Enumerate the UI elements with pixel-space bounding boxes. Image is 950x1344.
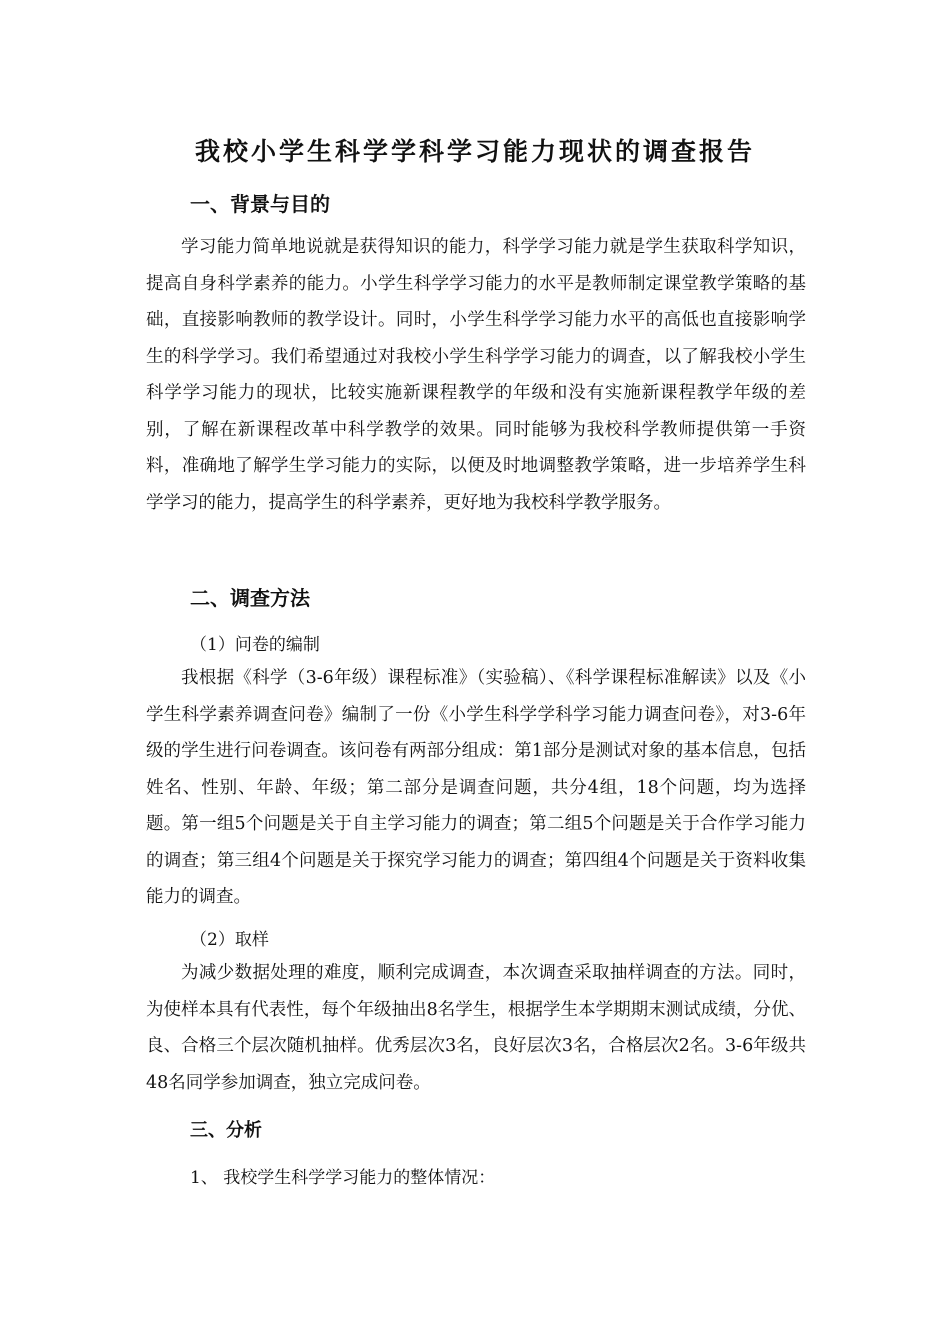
paragraph-background: 学习能力简单地说就是获得知识的能力，科学学习能力就是学生获取科学知识，提高自身科学素养的能力。小学生科学学习能力的水平是教师制定课堂教学策略的基础，直接影响教师的教学设计。同时，小学生科学学习能力水平的高低也直接影响学生的科学学习。我们希望通过对我校小学生科学学习能力的调查，以了解我校小学生科学学习能力的现状，比较实施新课程教学的年级和没有实施新课程教学年级的差别，了解在新课程改革中科学教学的效果。同时能够为我校科学教师提供第一手资料，准确地了解学生学习能力的实际，以便及时地调整教学策略，进一步培养学生科学学习的能力，提高学生的科学素养，更好地为我校科学教学服务。 (146, 237, 806, 513)
paragraph-sampling: 为减少数据处理的难度，顺利完成调查，本次调查采取抽样调查的方法。同时，为使样本具有代表性，每个年级抽出8名学生，根据学生本学期期末测试成绩，分优、良、合格三个层次随机抽样。优秀层次3名，良好层次3名，合格层次2名。3-6年级共48名同学参加调查，独立完成问卷。 (146, 963, 806, 1093)
subheading-questionnaire: （1）问卷的编制 (190, 635, 320, 655)
section-heading-background: 一、背景与目的 (190, 192, 330, 216)
paragraph-questionnaire: 我根据《科学（3-6年级）课程标准》（实验稿）、《科学课程标准解读》以及《小学生科学素养调查问卷》编制了一份《小学生科学学科学习能力调查问卷》，对3-6年级的学生进行问卷调查。该问卷有两部分组成：第1部分是测试对象的基本信息，包括姓名、性别、年龄、年级；第二部分是调查问题，共分4组，18个问题，均为选择题。第一组5个问题是关于自主学习能力的调查；第二组5个问题是关于合作学习能力的调查；第三组4个问题是关于探究学习能力的调查；第四组4个问题是关于资料收集能力的调查。 (146, 668, 806, 907)
section-heading-method: 二、调查方法 (190, 586, 310, 610)
list-item-overall: 1、 我校学生科学学习能力的整体情况： (190, 1168, 496, 1188)
section-heading-analysis: 三、分析 (190, 1120, 262, 1141)
subheading-sampling: （2）取样 (190, 930, 269, 950)
document-title: 我校小学生科学学科学习能力现状的调查报告 (194, 137, 755, 166)
